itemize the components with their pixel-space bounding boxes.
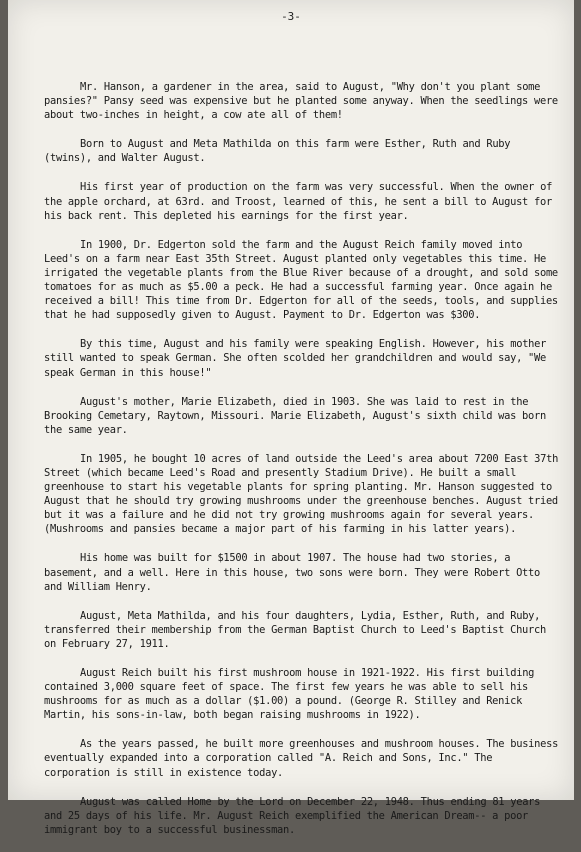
paragraph: August, Meta Mathilda, and his four daughters, Lydia, Esther, Ruth, and Ruby, transferred their membership from the German Baptist Church to Leed's Baptist Church on February 27, 1911.	[44, 609, 546, 650]
document-body	[44, 80, 560, 852]
document-page	[8, 0, 574, 836]
paragraph: By this time, August and his family were speaking English. However, his mother still wanted to speak German. She often scolded her grandchildren and would say, "We speak German in this house!"	[44, 338, 547, 379]
paragraph: His home was built for $1500 in about 1907. The house had two stories, a basement, and a well. Here in this house, two sons were born. They were Robert Otto and William Henry.	[44, 552, 540, 593]
paragraph: August Reich built his first mushroom house in 1921-1922. His first building contained 3,000 square feet of space. The first few years he was able to sell his mushrooms for as much as a dollar ($1.00) a pound. (George R. Stilley and Renick Martin, his sons-in-law, both began raising mushrooms in 1922).	[44, 667, 535, 722]
paragraph: As the years passed, he built more greenhouses and mushroom houses. The business eventually expanded into a corporation called "A. Reich and Sons, Inc." The corporation is still in existence today.	[44, 738, 559, 779]
paragraph: In 1900, Dr. Edgerton sold the farm and the August Reich family moved into Leed's on a farm near East 35th Street. August planted only vegetables this time. He irrigated the vegetable plants from the Blue River because of a drought, and sold some tomatoes for as much as $5.00 a peck. He had a successful farming year. Once again he received a bill! This time from Dr. Edgerton for all of the seeds, tools, and supplies that he had supposedly given to August. Payment to Dr. Edgerton was $300.	[44, 238, 558, 322]
paragraph: Born to August and Meta Mathilda on this farm were Esther, Ruth and Ruby (twins), and Walter August.	[44, 138, 511, 165]
page-number: -3-	[281, 10, 301, 23]
paragraph: His first year of production on the farm was very successful. When the owner of the apple orchard, at 63rd. and Troost, learned of this, he sent a bill to August for his back rent. This depleted his earnings for the first year.	[44, 181, 553, 222]
paragraph: August was called Home by the Lord on December 22, 1948. Thus ending 81 years and 25 days of his life. Mr. August Reich exemplified the American Dream-- a poor immigrant boy to a successful businessman.	[44, 795, 541, 836]
paragraph: In 1905, he bought 10 acres of land outside the Leed's area about 7200 East 37th Street (which became Leed's Road and presently Stadium Drive). He built a small greenhouse to start his vegetable plants for spring planting. Mr. Hanson suggested to August that he should try growing mushrooms under the greenhouse benches. August tried but it was a failure and he did not try growing mushrooms again for several years. (Mushrooms and pansies became a major part of his farming in his latter years).	[44, 452, 559, 536]
paragraph: August's mother, Marie Elizabeth, died in 1903. She was laid to rest in the Brooking Cemetary, Raytown, Missouri. Marie Elizabeth, August's sixth child was born the same year.	[44, 395, 546, 436]
paragraph: Mr. Hanson, a gardener in the area, said to August, "Why don't you plant some pansies?" Pansy seed was expensive but he planted some anyway. When the seedlings were about two-inches in height, a cow ate all of them!	[44, 81, 558, 122]
